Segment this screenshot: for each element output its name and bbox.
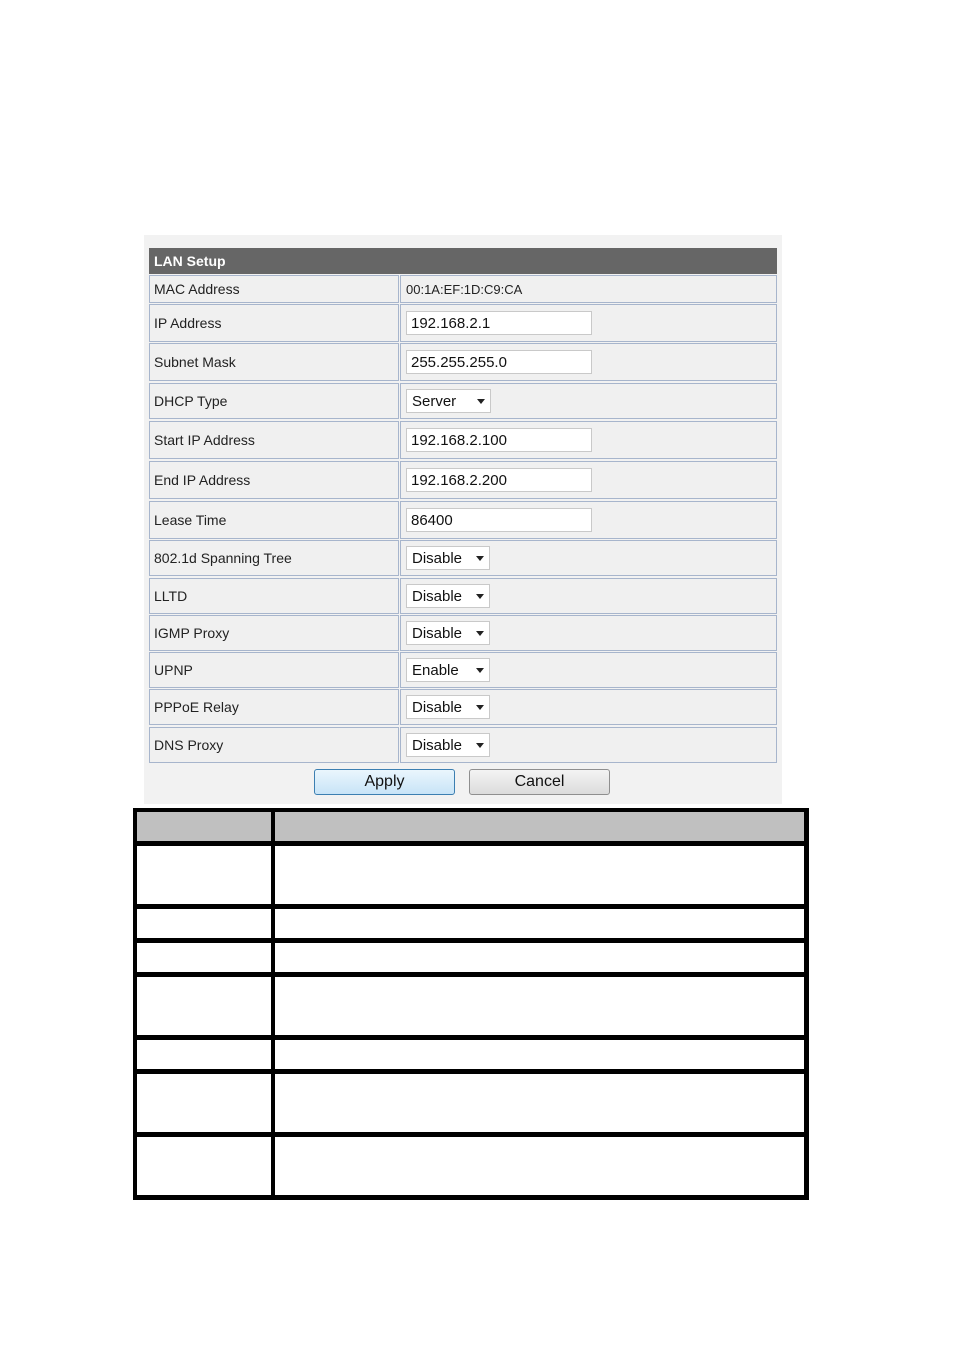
dns-proxy-select[interactable]: [406, 733, 490, 757]
mac-address-label: MAC Address: [149, 275, 399, 303]
chevron-down-icon: [476, 705, 484, 710]
mac-address-value: 00:1A:EF:1D:C9:CA: [406, 281, 523, 297]
dhcp-type-select[interactable]: [406, 389, 491, 413]
dns-proxy-label: DNS Proxy: [149, 727, 399, 763]
description-table: [133, 808, 809, 1200]
row-upnp: [149, 652, 777, 688]
apply-button[interactable]: Apply: [314, 769, 455, 795]
ip-address-input[interactable]: [406, 311, 592, 335]
row-spanning-tree: [149, 540, 777, 576]
table-header-cell: [275, 812, 804, 841]
table-cell: [275, 977, 804, 1035]
chevron-down-icon: [476, 594, 484, 599]
igmp-proxy-select[interactable]: [406, 621, 490, 645]
dhcp-type-value: Server: [412, 392, 457, 410]
table-cell: [137, 909, 271, 938]
upnp-value: Enable: [412, 661, 459, 679]
upnp-label: UPNP: [149, 652, 399, 688]
pppoe-relay-value: Disable: [412, 698, 463, 716]
table-cell: [275, 846, 804, 904]
chevron-down-icon: [476, 743, 484, 748]
pppoe-relay-label: PPPoE Relay: [149, 689, 399, 725]
pppoe-relay-select[interactable]: [406, 695, 490, 719]
table-cell: [137, 977, 271, 1035]
cancel-button[interactable]: Cancel: [469, 769, 610, 795]
end-ip-address-input[interactable]: [406, 468, 592, 492]
lan-setup-panel: [144, 235, 782, 804]
row-pppoe-relay: [149, 689, 777, 725]
chevron-down-icon: [477, 399, 485, 404]
start-ip-address-input[interactable]: [406, 428, 592, 452]
table-cell: [137, 1040, 271, 1069]
table-cell: [137, 846, 271, 904]
ip-address-label: IP Address: [149, 304, 399, 342]
table-cell: [275, 1137, 804, 1195]
table-cell: [275, 1040, 804, 1069]
row-ip-address: [149, 304, 777, 342]
upnp-select[interactable]: [406, 658, 490, 682]
chevron-down-icon: [476, 668, 484, 673]
table-header-cell: [137, 812, 271, 841]
row-dns-proxy: [149, 727, 777, 763]
table-cell: [137, 943, 271, 972]
lease-time-label: Lease Time: [149, 501, 399, 539]
subnet-mask-label: Subnet Mask: [149, 343, 399, 381]
start-ip-address-label: Start IP Address: [149, 421, 399, 459]
chevron-down-icon: [476, 631, 484, 636]
table-cell: [137, 1074, 271, 1132]
chevron-down-icon: [476, 556, 484, 561]
table-cell: [275, 943, 804, 972]
panel-title: LAN Setup: [149, 248, 777, 274]
lease-time-input[interactable]: [406, 508, 592, 532]
row-start-ip-address: [149, 421, 777, 459]
subnet-mask-input[interactable]: [406, 350, 592, 374]
table-cell: [275, 1074, 804, 1132]
spanning-tree-label: 802.1d Spanning Tree: [149, 540, 399, 576]
row-end-ip-address: [149, 461, 777, 499]
row-lltd: [149, 578, 777, 614]
spanning-tree-select[interactable]: [406, 546, 490, 570]
row-dhcp-type: [149, 383, 777, 419]
lltd-label: LLTD: [149, 578, 399, 614]
row-subnet-mask: [149, 343, 777, 381]
table-cell: [137, 1137, 271, 1195]
row-mac-address: [149, 275, 777, 303]
row-igmp-proxy: [149, 615, 777, 651]
table-cell: [275, 909, 804, 938]
end-ip-address-label: End IP Address: [149, 461, 399, 499]
igmp-proxy-value: Disable: [412, 624, 463, 642]
igmp-proxy-label: IGMP Proxy: [149, 615, 399, 651]
dhcp-type-label: DHCP Type: [149, 383, 399, 419]
lltd-select[interactable]: [406, 584, 490, 608]
spanning-tree-value: Disable: [412, 549, 463, 567]
dns-proxy-value: Disable: [412, 736, 463, 754]
row-lease-time: [149, 501, 777, 539]
lltd-value: Disable: [412, 587, 463, 605]
